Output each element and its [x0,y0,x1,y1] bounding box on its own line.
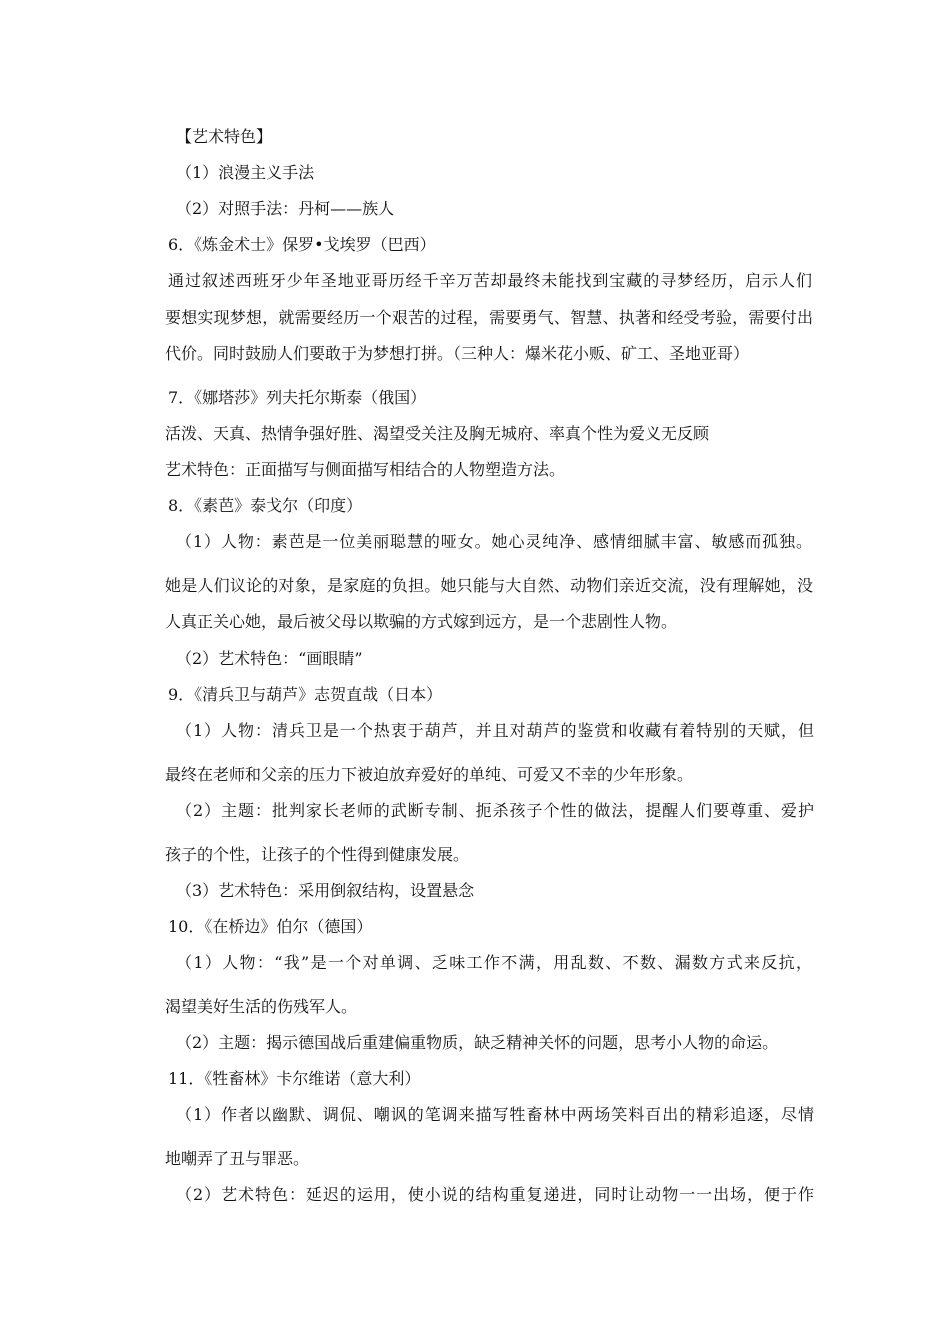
text-line: 渴望美好生活的伤残军人。 [165,997,358,1016]
text-line: 人真正关心她，最后被父母以欺骗的方式嫁到远方，是一个悲剧性人物。 [165,612,678,631]
section-heading: 【艺术特色】 [176,127,273,146]
text-line: 她是人们议论的对象，是家庭的负担。她只能与大自然、动物们亲近交流，没有理解她，没 [165,576,813,595]
text-line: （1）人物：素芭是一位美丽聪慧的哑女。她心灵纯净、感情细腻丰富、敏感而孤独。 [176,532,812,551]
text-line: 活泼、天真、热情争强好胜、渴望受关注及胸无城府、率真个性为爱义无反顾 [165,424,710,443]
text-line: （1）人物：“我”是一个对单调、乏味工作不满，用乱数、不数、漏数方式来反抗， [176,953,812,972]
text-line: 最终在老师和父亲的压力下被迫放弃爱好的单纯、可爱又不幸的少年形象。 [165,765,694,784]
text-line: 要想实现梦想，就需要经历一个艰苦的过程，需要勇气、智慧、执著和经受考验，需要付出 [165,308,813,327]
text-line: （2）艺术特色：延迟的运用，使小说的结构重复递进，同时让动物一一出场，便于作 [176,1185,814,1204]
item-heading: 11．《牲畜林》卡尔维诺（意大利） [168,1069,421,1088]
item-heading: 6．《炼金术士》保罗•戈埃罗（巴西） [168,235,436,254]
item-heading: 8．《素芭》泰戈尔（印度） [168,496,363,515]
text-line: （1）人物：清兵卫是一个热衷于葫芦，并且对葫芦的鉴赏和收藏有着特别的天赋，但 [176,721,814,740]
text-line: 地嘲弄了丑与罪恶。 [165,1149,310,1168]
text-line: 孩子的个性，让孩子的个性得到健康发展。 [165,845,470,864]
text-line: （2）主题：批判家长老师的武断专制、扼杀孩子个性的做法，提醒人们要尊重、爱护 [176,801,814,820]
text-line: 艺术特色：正面描写与侧面描写相结合的人物塑造方法。 [165,460,566,479]
text-line: 代价。同时鼓励人们要敢于为梦想打拼。（三种人：爆米花小贩、矿工、圣地亚哥） [165,344,750,363]
text-line: （2）主题：揭示德国战后重建偏重物质，缺乏精神关怀的问题，思考小人物的命运。 [176,1033,779,1052]
item-heading: 10．《在桥边》伯尔（德国） [168,917,373,936]
text-line: （1）作者以幽默、调侃、嘲讽的笔调来描写牲畜林中两场笑料百出的精彩追逐，尽情 [176,1105,814,1124]
text-line: 通过叙述西班牙少年圣地亚哥历经千辛万苦却最终未能找到宝藏的寻梦经历，启示人们 [168,271,812,290]
text-line: （2）艺术特色：“画眼睛” [176,649,363,668]
item-heading: 7．《娜塔莎》列夫托尔斯泰（俄国） [168,388,427,407]
item-heading: 9．《清兵卫与葫芦》志贺直哉（日本） [168,685,443,704]
text-line: （3）艺术特色：采用倒叙结构，设置悬念 [176,881,475,900]
text-line: （1）浪漫主义手法 [176,163,315,182]
text-line: （2）对照手法：丹柯——族人 [176,199,395,218]
